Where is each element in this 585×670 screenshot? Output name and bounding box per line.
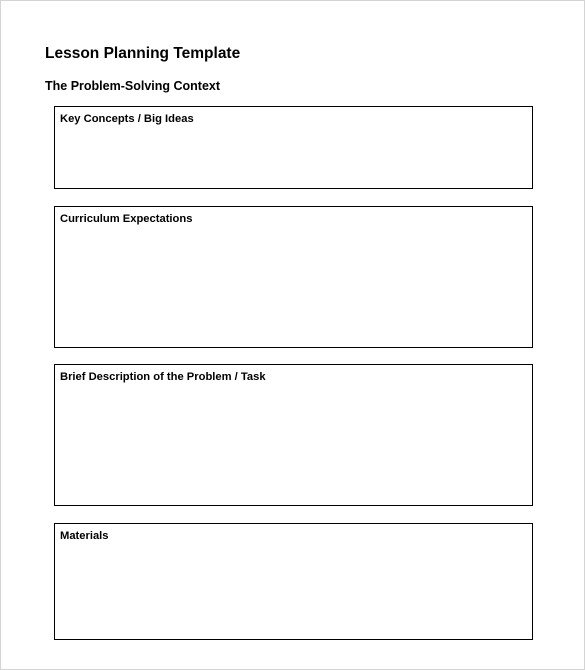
materials-label: Materials	[60, 530, 109, 542]
problem-description-box	[54, 364, 533, 506]
problem-description-label: Brief Description of the Problem / Task	[60, 371, 266, 383]
key-concepts-box	[54, 106, 533, 189]
materials-box	[54, 523, 533, 640]
curriculum-expectations-label: Curriculum Expectations	[60, 213, 193, 225]
document-title: Lesson Planning Template	[45, 45, 241, 62]
key-concepts-label: Key Concepts / Big Ideas	[60, 113, 194, 125]
document-subtitle: The Problem-Solving Context	[45, 79, 221, 93]
curriculum-expectations-box	[54, 206, 533, 348]
